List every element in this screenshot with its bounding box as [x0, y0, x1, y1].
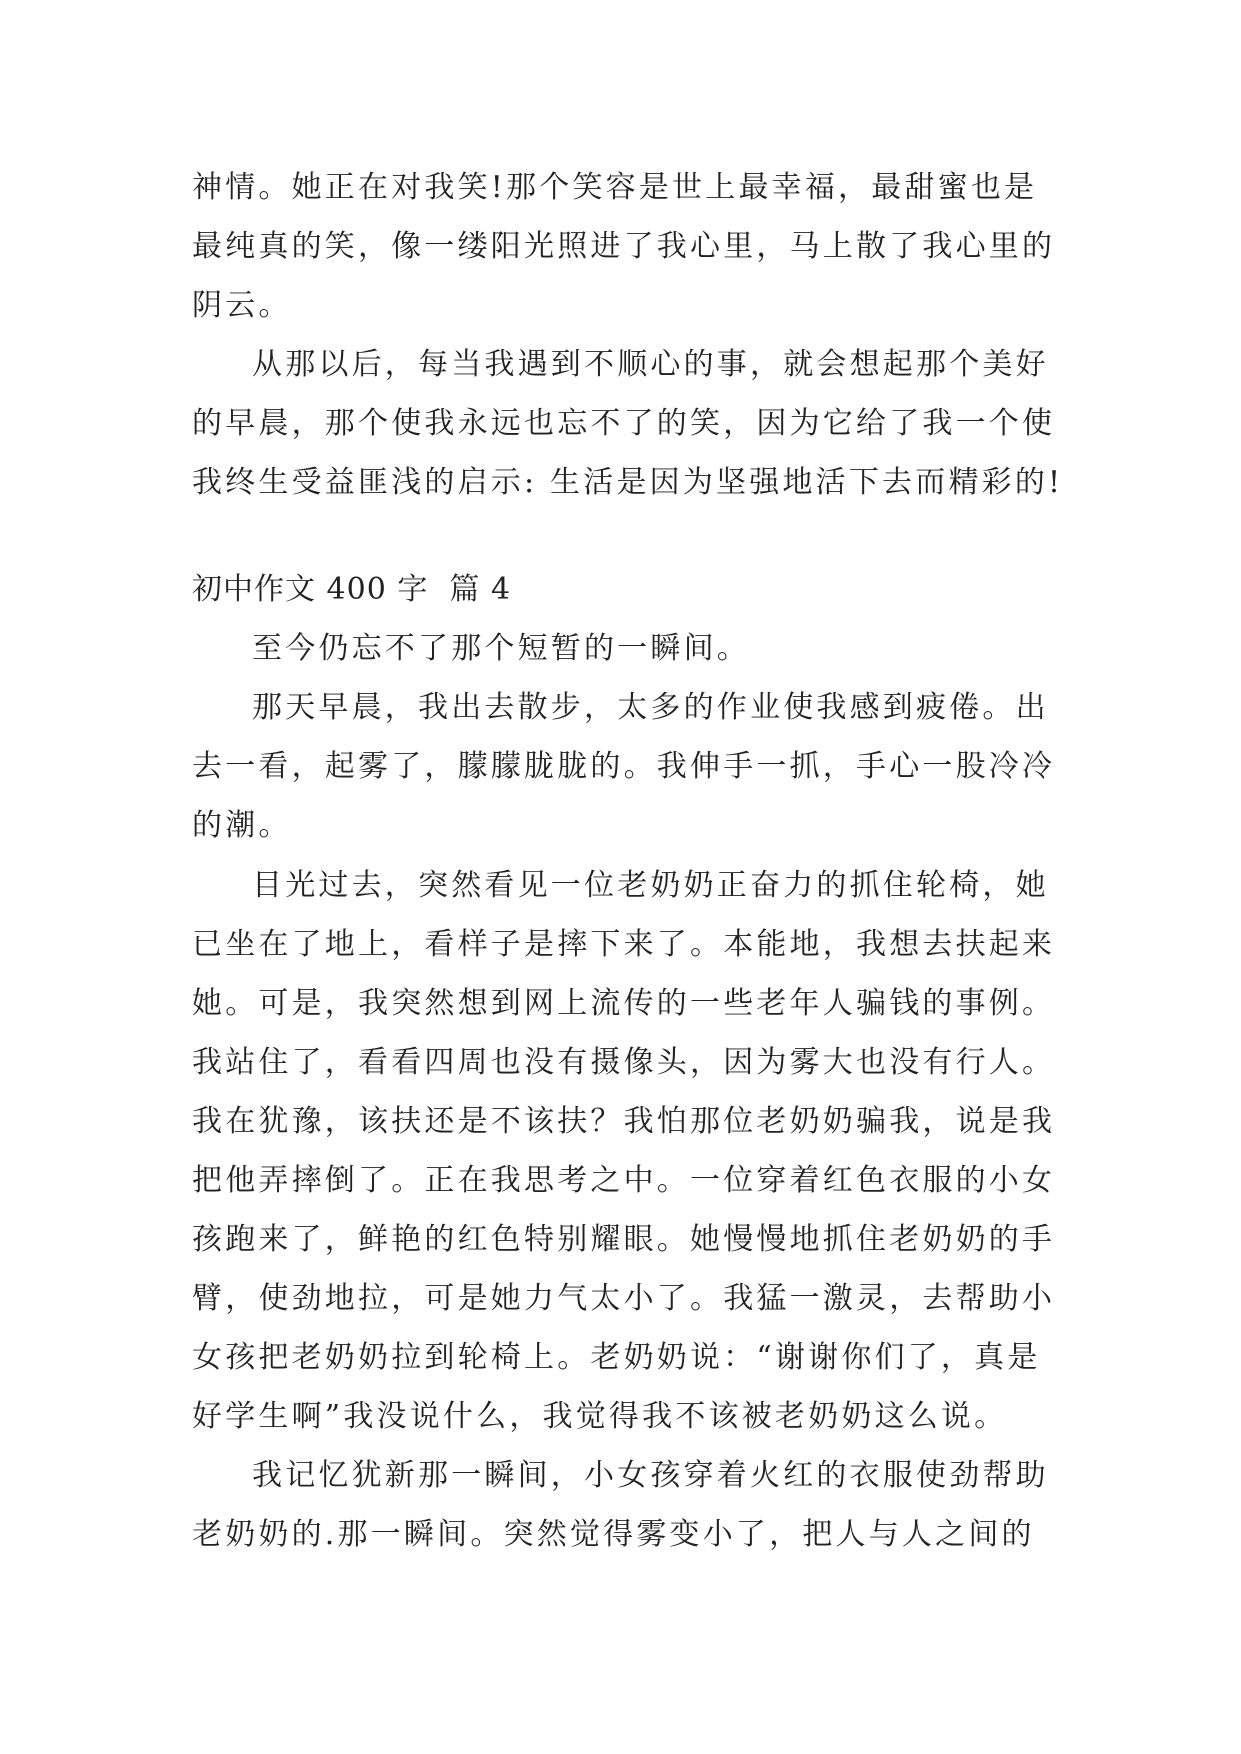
text-line: 去一看，起雾了，朦朦胧胧的。我伸手一抓，手心一股冷冷 — [192, 749, 1056, 784]
text-line: 至今仍忘不了那个短暂的一瞬间。 — [252, 631, 750, 666]
text-line: 臂，使劲地拉，可是她力气太小了。我猛一激灵，去帮助小 — [192, 1281, 1056, 1316]
text-line: 已坐在了地上，看样子是摔下来了。本能地，我想去扶起来 — [192, 927, 1056, 962]
text-line: 我记忆犹新那一瞬间，小女孩穿着火红的衣服使劲帮助 — [252, 1458, 1049, 1493]
text-line: 那天早晨，我出去散步，太多的作业使我感到疲倦。出 — [252, 690, 1049, 725]
text-line: 我站住了，看看四周也没有摄像头，因为雾大也没有行人。 — [192, 1045, 1056, 1080]
text-line: 的早晨，那个使我永远也忘不了的笑，因为它给了我一个使 — [192, 406, 1056, 441]
text-line: 我终生受益匪浅的启示: 生活是因为坚强地活下去而精彩的! — [192, 465, 1064, 500]
text-line: 她。可是，我突然想到网上流传的一些老年人骗钱的事例。 — [192, 986, 1056, 1021]
text-line: 女孩把老奶奶拉到轮椅上。老奶奶说：“谢谢你们了，真是 — [192, 1340, 1041, 1375]
text-line: 老奶奶的.那一瞬间。突然觉得雾变小了，把人与人之间的 — [192, 1517, 1035, 1552]
text-line: 的潮。 — [192, 808, 292, 843]
essay-title: 初中作文 400 字 篇 4 — [192, 572, 512, 607]
text-line: 神情。她正在对我笑!那个笑容是世上最幸福，最甜蜜也是 — [192, 170, 1038, 205]
text-line: 我在犹豫，该扶还是不该扶？我怕那位老奶奶骗我，说是我 — [192, 1104, 1056, 1139]
text-line: 孩跑来了，鲜艳的红色特别耀眼。她慢慢地抓住老奶奶的手 — [192, 1222, 1056, 1257]
text-line: 目光过去，突然看见一位老奶奶正奋力的抓住轮椅，她 — [252, 868, 1049, 903]
text-line: 阴云。 — [192, 288, 292, 323]
text-line: 从那以后，每当我遇到不顺心的事，就会想起那个美好 — [252, 347, 1049, 382]
text-line: 最纯真的笑，像一缕阳光照进了我心里，马上散了我心里的 — [192, 229, 1056, 264]
text-line: 把他弄摔倒了。正在我思考之中。一位穿着红色衣服的小女 — [192, 1163, 1056, 1198]
text-line: 好学生啊”我没说什么，我觉得我不该被老奶奶这么说。 — [192, 1399, 1008, 1434]
